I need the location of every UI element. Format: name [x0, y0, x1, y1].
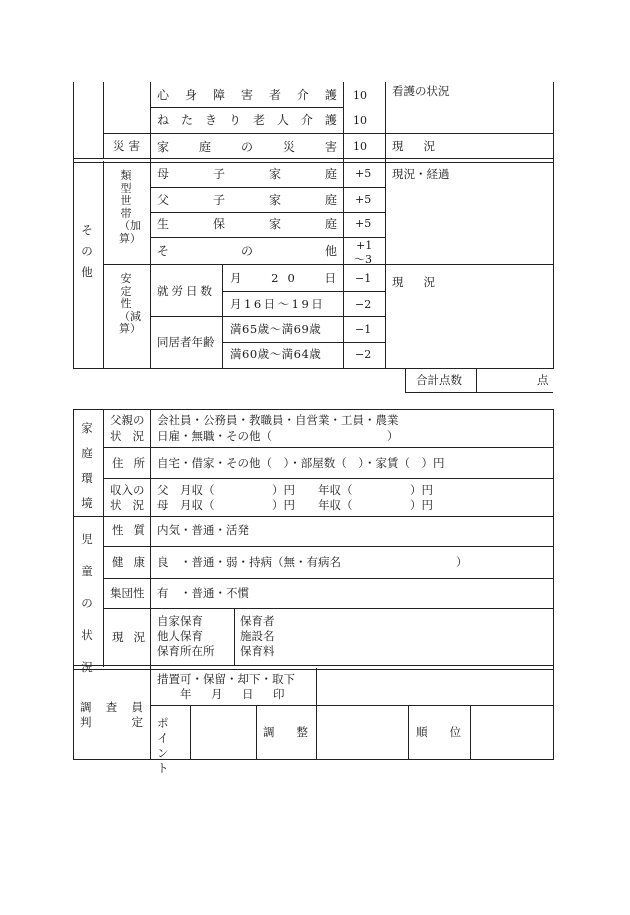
row-label-shinshin: 心 身 障 害 者 介 護 — [157, 88, 337, 102]
total-unit: 点 — [537, 373, 549, 387]
side-label-kankyo: 家庭環境 — [81, 421, 93, 510]
label-shunyu-1: 収入の — [110, 483, 145, 497]
row-text-shuro-2: 月16日〜19日 — [230, 297, 326, 311]
hantei-status-options: 措置可・保留・却下・取下 — [157, 672, 295, 686]
row-label-seiho: 生 保 家 庭 — [157, 217, 337, 231]
shunyu-mother: 母 月収（ ）円 年収（ ）円 — [157, 498, 433, 512]
kenko-options: 良 ・普通・弱・持病（無・有病名 ） — [157, 555, 468, 569]
label-shuro: 就労日数 — [157, 284, 215, 298]
label-seishitsu: 性質 — [112, 523, 155, 537]
row-label-netakiri: ね た き り 老 人 介 護 — [157, 113, 337, 127]
points-netakiri: 10 — [353, 114, 367, 127]
label-shunyu-2: 状況 — [110, 498, 155, 512]
category-saigai: 災害 — [113, 139, 144, 153]
shudan-options: 有 ・普通・不慣 — [157, 586, 249, 600]
genkyo-col1-3: 保育所在所 — [157, 644, 215, 658]
label-jido-genkyo: 現況 — [112, 630, 155, 644]
label-chosain: 調 査 員 — [80, 700, 143, 714]
label-total: 合計点数 — [416, 373, 462, 387]
note-genkyo-keika: 現況・経過 — [392, 167, 450, 181]
row-divider — [150, 316, 385, 317]
label-jusho: 住所 — [112, 456, 155, 470]
seishitsu-options: 内気・普通・活発 — [157, 523, 249, 537]
label-dokyo: 同居者年齢 — [157, 335, 215, 349]
label-hantei: 判 定 — [80, 715, 143, 729]
row-label-boshi: 母 子 家 庭 — [157, 167, 337, 181]
genkyo-col1-1: 自家保育 — [157, 614, 203, 628]
points-sonota-1: +1 — [356, 239, 373, 252]
row-label-sonota: そ の 他 — [157, 244, 337, 258]
row-divider — [150, 212, 385, 213]
section-double-divider — [73, 158, 554, 163]
points-boshi: +5 — [355, 167, 372, 180]
col-divider — [103, 161, 104, 369]
genkyo-col2-3: 保育料 — [240, 644, 275, 658]
side-label-jido: 児童の状況 — [81, 532, 93, 674]
row-divider — [150, 237, 385, 238]
points-saigai: 10 — [353, 140, 367, 153]
jusho-options: 自宅・借家・その他（ ）・部屋数（ ）・家賃（ ）円 — [157, 456, 445, 470]
hantei-date-seal: 年 月 日 印 — [180, 687, 289, 701]
row-text-dokyo-1: 満65歳〜満69歳 — [230, 322, 322, 336]
col-divider — [103, 82, 104, 159]
genkyo-col2-2: 施設名 — [240, 629, 275, 643]
note-kango: 看護の状況 — [392, 84, 450, 98]
label-oya-1: 父親の — [110, 413, 145, 427]
table-left-border — [73, 82, 74, 369]
row-label-saigai: 家 庭 の 災 害 — [157, 140, 337, 154]
row-divider — [222, 291, 385, 292]
row-text-shuro-1: 月 2 0 日 — [230, 271, 336, 285]
label-shudan: 集団性 — [110, 586, 145, 600]
genkyo-col1-2: 他人保育 — [157, 629, 203, 643]
label-oya-2: 状況 — [110, 429, 155, 443]
col-divider — [385, 82, 386, 369]
row-divider — [150, 107, 343, 108]
points-seiho: +5 — [355, 217, 372, 230]
note-genkyo-saigai: 現況 — [392, 139, 455, 153]
note-genkyo-antei: 現況 — [392, 275, 455, 289]
label-chosei: 調整 — [263, 725, 330, 739]
row-divider — [103, 133, 553, 134]
points-dokyo-2: −2 — [355, 348, 372, 361]
shunyu-father: 父 月収（ ）円 年収（ ）円 — [157, 483, 433, 497]
points-shuro-2: −2 — [355, 298, 372, 311]
table-right-border — [553, 82, 554, 369]
col-divider — [150, 82, 151, 369]
points-shuro-1: −1 — [355, 272, 372, 285]
row-divider — [150, 187, 385, 188]
points-sonota-2: 〜3 — [354, 253, 372, 266]
col-divider — [343, 82, 344, 369]
table-bottom-border — [73, 368, 554, 369]
row-divider — [103, 264, 553, 265]
label-ruikei: 類型世帯（加算） — [119, 169, 141, 245]
side-label-sonota: その他 — [81, 223, 93, 279]
row-text-dokyo-2: 満60歳〜満64歳 — [230, 347, 322, 361]
label-juni: 順位 — [416, 725, 483, 739]
genkyo-col2-1: 保育者 — [240, 614, 275, 628]
label-kenko: 健康 — [112, 555, 155, 569]
oya-options-2: 日雇・無職・その他（ ） — [157, 429, 399, 443]
row-label-fushi: 父 子 家 庭 — [157, 193, 337, 207]
label-point: ポイント — [157, 716, 175, 775]
oya-options-1: 会社員・公務員・教職員・自営業・工員・農業 — [157, 413, 399, 427]
points-fushi: +5 — [355, 193, 372, 206]
row-divider — [222, 342, 385, 343]
points-dokyo-1: −1 — [355, 323, 372, 336]
points-shinshin: 10 — [353, 89, 367, 102]
label-anteisei: 安定性（減算） — [119, 272, 141, 335]
